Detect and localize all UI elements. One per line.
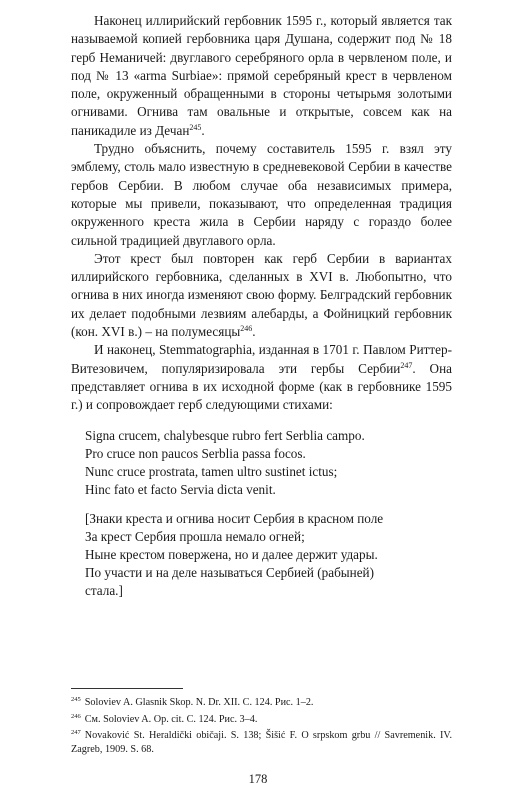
footnote-245: $^{245}$ Soloviev A. Glasnik Skop. N. Dr. XII. С. 124. Рис. 1–2. (71, 696, 314, 708)
footnote-number: 245 (71, 696, 81, 703)
footnotes (71, 693, 452, 756)
page-number: 178 (248, 772, 268, 786)
russian-translation (85, 510, 452, 600)
verse-line: За крест Сербия прошла немало огней; (85, 528, 305, 544)
footnote-247: $^{247}$ Novaković St. Heraldički običaji. S. 138; Šišić F. O srpskom grbu // Savremenik. IV. Zagreb, 1909. S. 68. (71, 729, 452, 755)
verse-line: [Знаки креста и огнива носит Сербия в красном поле (85, 510, 384, 526)
verse-line: Pro cruce non paucos Serblia passa focos. (85, 445, 306, 461)
paragraph-illyrian-armorial: Наконец иллирийский гербовник 1595 г., который является так называемой копией гербовника царя Душана, содержит под № 18 герб Неманичей: двуглавого серебряного орла в червленом поле, и под № 13 «arma Surbiae»: прямой серебряный крест в червленом поле, окруженный обращенными в стороны четырьмя золотыми огнивами. Огнива там овальные и открытые, совсем как на паникадиле из Дечан$^{245}$. (71, 13, 452, 138)
page-body (71, 12, 452, 600)
paragraph-cross-repeated: Этот крест был повторен как герб Сербии в вариантах иллирийского гербовника, сделанных в XVI в. Любопытно, что огнива в них иногда изменяют свою форму. Белградский гербовник их делает подобными лезвиям алебарды, а Фойницкий гербовник (кон. XVI в.) – на полумесяцы$^{246}$. (71, 250, 452, 340)
verse-line: По участи и на деле называться Сербией (рабыней) (85, 564, 375, 580)
verse-line: Signa crucem, chalybesque rubro fert Serblia campo. (85, 427, 365, 443)
verse-line: Nunc cruce prostrata, tamen ultro sustinet ictus; (85, 463, 338, 479)
footnote-ref-245[interactable]: 245 (189, 122, 202, 132)
footnote-divider (71, 688, 183, 689)
verse-line: стала.] (85, 582, 123, 598)
footnote-ref-246[interactable]: 246 (240, 324, 253, 334)
latin-verse (85, 427, 452, 499)
footnote-number: 247 (71, 729, 81, 736)
verse-line: Hinc fato et facto Servia dicta venit. (85, 481, 276, 497)
paragraph-stemmatographia: И наконец, Stemmatographia, изданная в 1701 г. Павлом Риттер-Витезовичем, популяризировала эти гербы Сербии$^{247}$. Она представляет огнива в их исходной форме (как в гербовнике 1595 г.) и сопровождает герб следующими стихами: (71, 342, 452, 413)
footnote-246: $^{246}$ См. Soloviev A. Op. cit. С. 124. Рис. 3–4. (71, 712, 258, 725)
footnote-number: 246 (71, 712, 81, 720)
paragraph-hard-to-explain: Трудно объяснить, почему составитель 1595 г. взял эту эмблему, столь мало известную в средневековой Сербии в качестве гербов Сербии. В любом случае оба независимых примера, которые мы привели, показывают, что определенная традиция окруженного креста жила в Сербии наряду с гораздо более сильной традицией двуглавого орла. (71, 141, 452, 248)
footnote-ref-247[interactable]: 247 (400, 360, 413, 370)
verse-line: Ныне крестом повержена, но и далее держит удары. (85, 546, 378, 562)
